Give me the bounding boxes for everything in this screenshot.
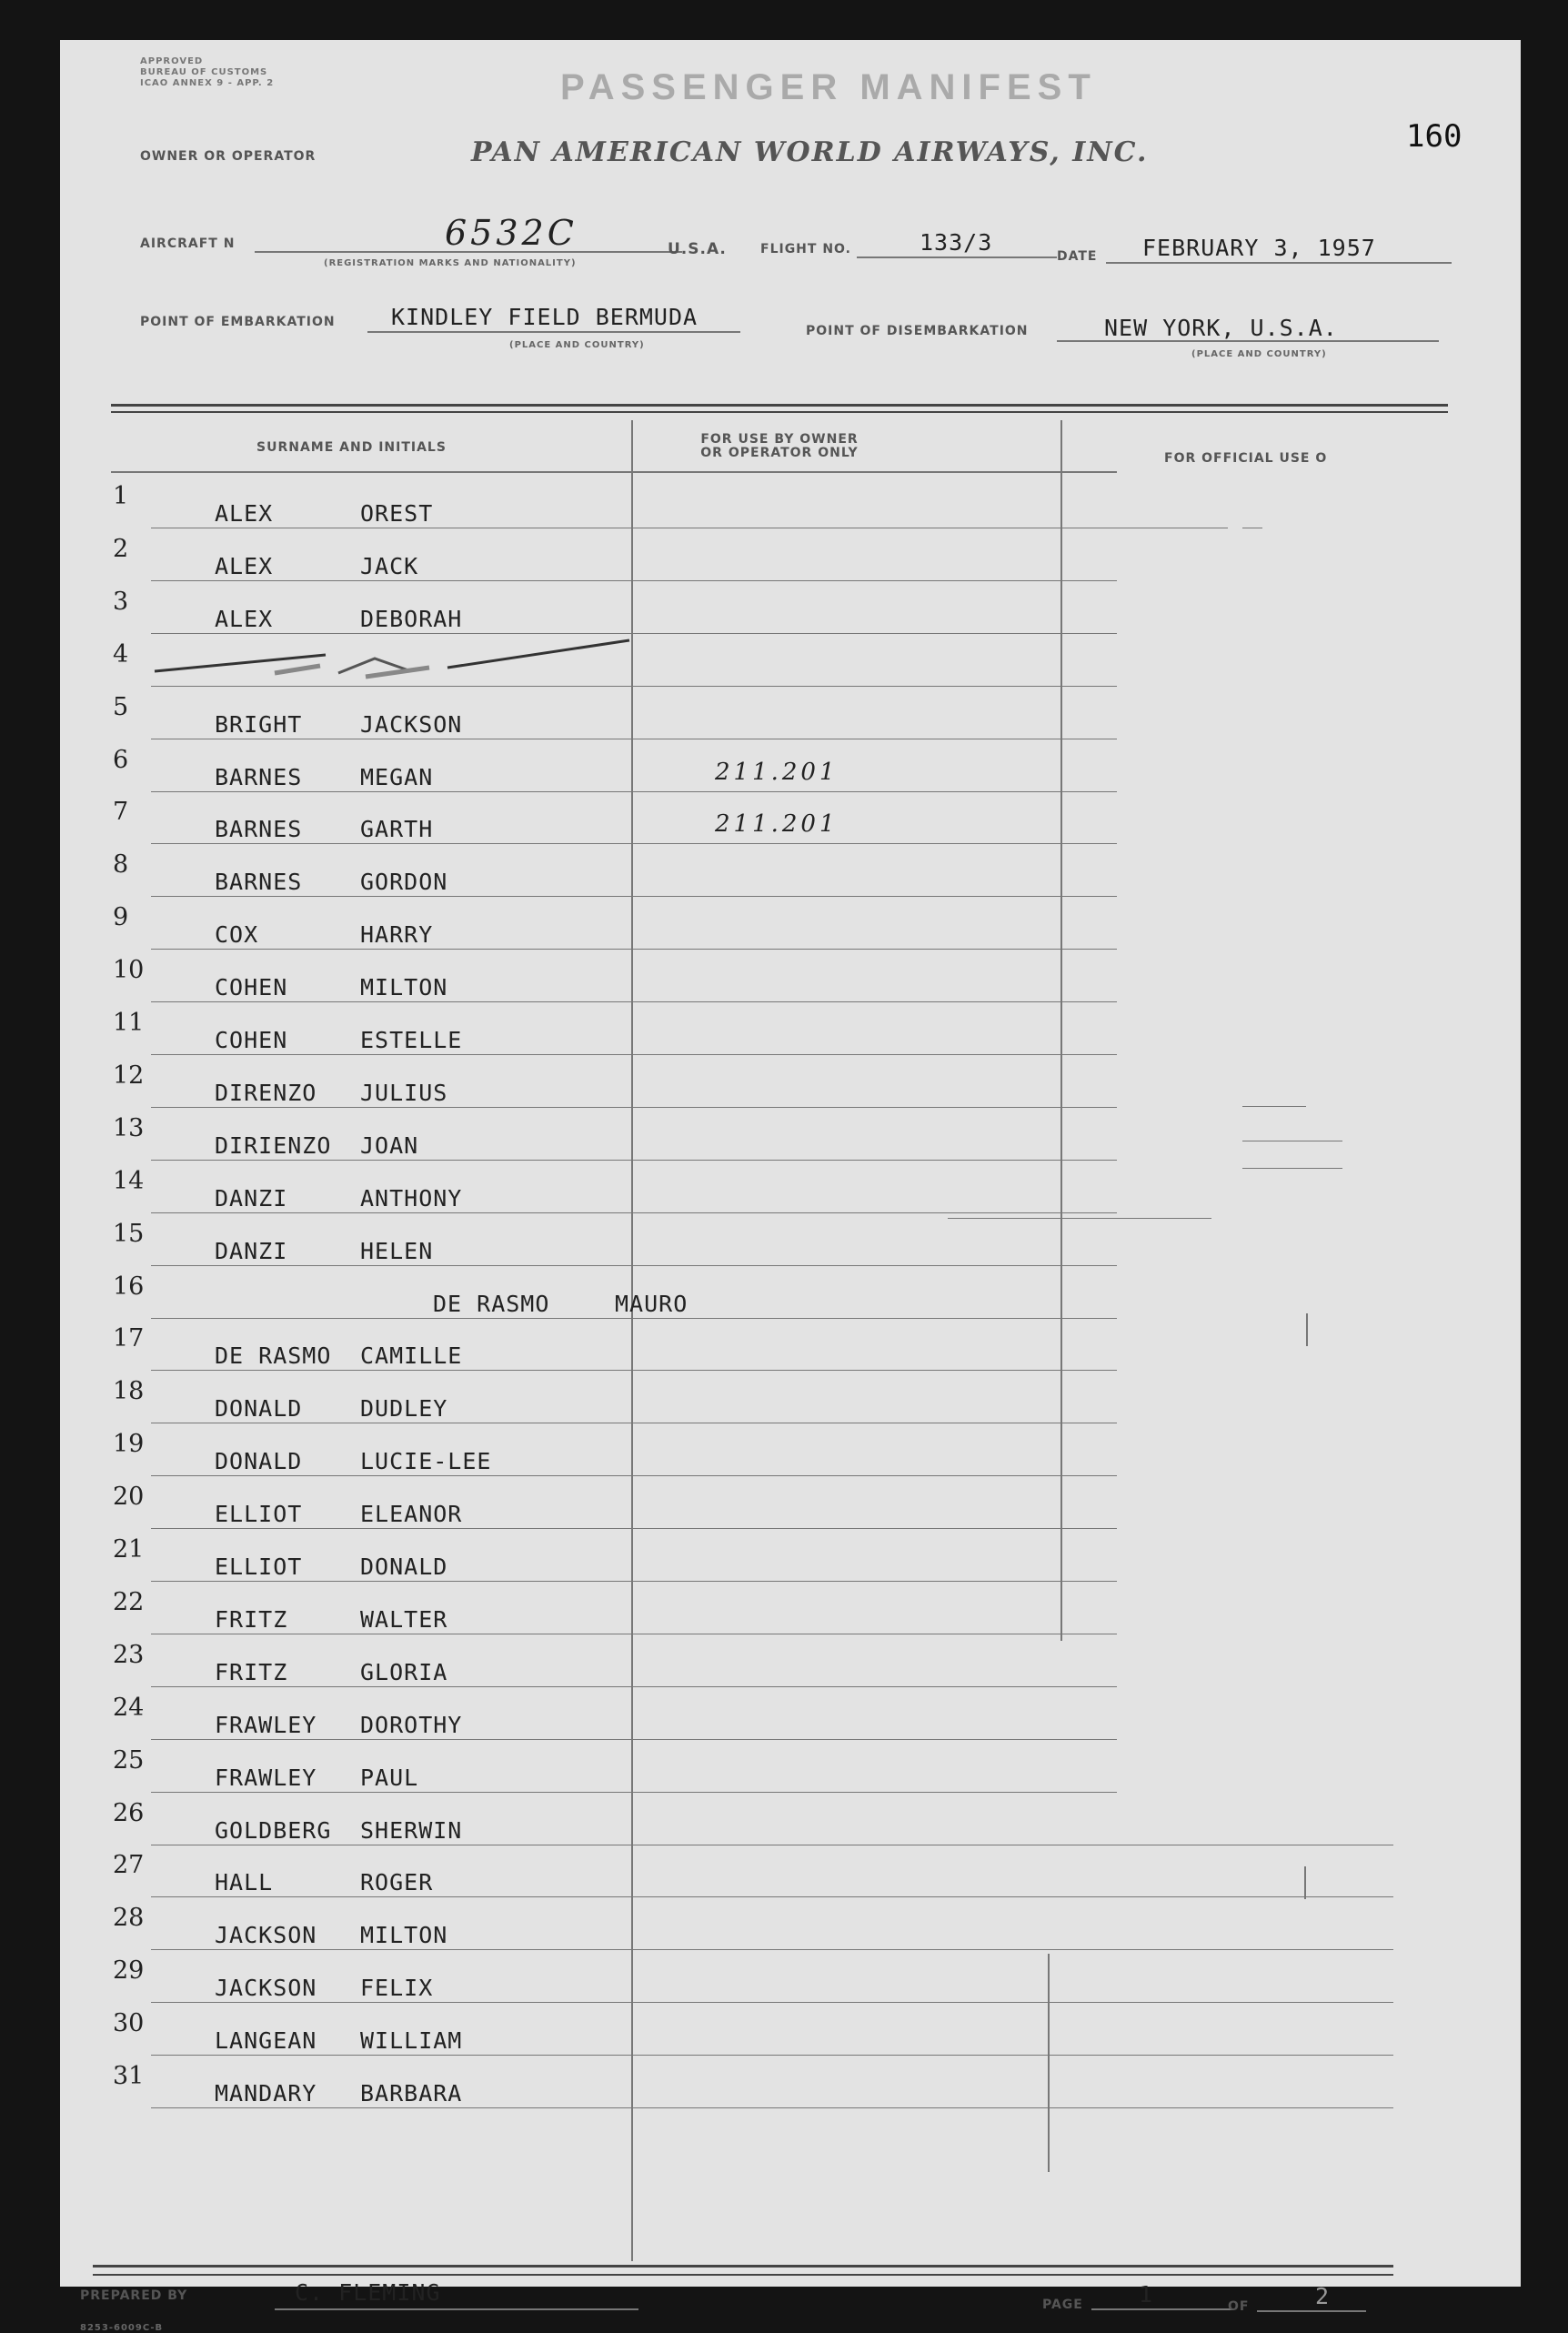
passenger-surname: COHEN: [215, 974, 288, 1001]
row-number: 6: [113, 746, 129, 774]
row-number: 14: [113, 1167, 145, 1195]
passenger-given-name: ANTHONY: [360, 1185, 463, 1212]
row-rule: [151, 791, 1117, 792]
row-rule: [151, 1001, 1117, 1002]
row-number: 11: [113, 1009, 145, 1037]
passenger-given-name: DONALD: [360, 1554, 448, 1580]
embarkation-point: KINDLEY FIELD BERMUDA: [391, 304, 699, 330]
passenger-surname: DANZI: [215, 1185, 288, 1212]
row-number: 18: [113, 1377, 145, 1405]
registration-caption: (REGISTRATION MARKS AND NATIONALITY): [324, 258, 577, 268]
row-number: 23: [113, 1641, 145, 1669]
passenger-given-name: JULIUS: [360, 1080, 448, 1106]
passenger-given-name: MILTON: [360, 1922, 448, 1948]
page-current: 1: [1139, 2281, 1154, 2308]
row-number: 26: [113, 1799, 145, 1827]
passenger-surname: ALEX: [215, 606, 274, 632]
header-owner-line: OR OPERATOR ONLY: [700, 446, 859, 460]
prepared-label: PREPARED BY: [80, 2288, 188, 2303]
row-number: 20: [113, 1483, 145, 1511]
row-number: 25: [113, 1746, 145, 1775]
passenger-given-name: MILTON: [360, 974, 448, 1001]
passenger-surname: DE RASMO: [433, 1291, 550, 1317]
page-of-label: OF: [1228, 2299, 1250, 2314]
row-rule: [151, 1370, 1117, 1371]
aircraft-number: 6532C: [445, 213, 578, 253]
row-rule: [151, 1318, 1117, 1319]
passenger-surname: DONALD: [215, 1395, 303, 1422]
operator-note: 211.201: [715, 759, 839, 786]
flight-date: FEBRUARY 3, 1957: [1142, 235, 1376, 261]
row-number: 15: [113, 1220, 145, 1248]
row-number: 3: [113, 588, 129, 616]
row-rule: [151, 1054, 1117, 1055]
passenger-surname: DIRIENZO: [215, 1132, 332, 1159]
disembarkation-label: POINT OF DISEMBARKATION: [806, 324, 1029, 338]
passenger-surname: GOLDBERG: [215, 1817, 332, 1844]
passenger-surname: FRITZ: [215, 1606, 288, 1633]
passenger-given-name: MAURO: [615, 1291, 689, 1317]
passenger-given-name: WALTER: [360, 1606, 448, 1633]
row-rule: [151, 1581, 1117, 1582]
row-number: 1: [113, 482, 129, 510]
row-rule: [151, 2002, 1393, 2003]
passenger-surname: ELLIOT: [215, 1501, 303, 1527]
passenger-surname: FRITZ: [215, 1659, 288, 1685]
nationality: U.S.A.: [668, 240, 727, 258]
header-official-use: FOR OFFICIAL USE O: [1164, 451, 1328, 466]
row-number: 21: [113, 1535, 145, 1564]
row-number: 8: [113, 850, 129, 879]
passenger-given-name: ELEANOR: [360, 1501, 463, 1527]
passenger-given-name: JACK: [360, 553, 419, 579]
header-owner-line: FOR USE BY OWNER: [700, 432, 859, 447]
row-rule: [151, 1686, 1117, 1687]
passenger-given-name: WILLIAM: [360, 2027, 463, 2054]
approval-stamp: [140, 56, 274, 89]
row-rule: [151, 686, 1117, 687]
row-number: 4: [113, 640, 129, 669]
row-rule: [151, 2107, 1393, 2108]
approval-line: BUREAU OF CUSTOMS: [140, 67, 268, 77]
row-number: 10: [113, 956, 145, 984]
row-rule: [151, 896, 1117, 897]
date-label: DATE: [1057, 249, 1098, 264]
passenger-given-name: DUDLEY: [360, 1395, 448, 1422]
row-rule: [151, 580, 1117, 581]
row-rule: [151, 1475, 1117, 1476]
passenger-given-name: ROGER: [360, 1869, 434, 1896]
passenger-surname: DANZI: [215, 1238, 288, 1264]
passenger-given-name: OREST: [360, 500, 434, 527]
row-number: 27: [113, 1851, 145, 1879]
strikeout-mark: [147, 622, 657, 686]
passenger-given-name: PAUL: [360, 1765, 419, 1791]
row-number: 19: [113, 1430, 145, 1458]
row-rule: [151, 843, 1117, 844]
passenger-surname: BARNES: [215, 869, 303, 895]
passenger-surname: FRAWLEY: [215, 1765, 317, 1791]
flight-label: FLIGHT NO.: [760, 242, 851, 256]
header-owner-use: [657, 433, 902, 460]
row-number: 9: [113, 903, 129, 931]
passenger-given-name: DOROTHY: [360, 1712, 463, 1738]
prepared-by: C. FLEMING: [295, 2279, 441, 2306]
passenger-given-name: GARTH: [360, 816, 434, 842]
passenger-given-name: MEGAN: [360, 764, 434, 790]
passenger-surname: ALEX: [215, 500, 274, 527]
passenger-given-name: CAMILLE: [360, 1342, 463, 1369]
passenger-surname: ELLIOT: [215, 1554, 303, 1580]
row-number: 16: [113, 1272, 145, 1301]
passenger-surname: HALL: [215, 1869, 274, 1896]
row-number: 29: [113, 1956, 145, 1985]
passenger-given-name: HARRY: [360, 921, 434, 948]
form-title: PASSENGER MANIFEST: [560, 67, 1097, 107]
row-rule: [151, 1949, 1393, 1950]
passenger-given-name: JOAN: [360, 1132, 419, 1159]
passenger-given-name: GLORIA: [360, 1659, 448, 1685]
row-number: 5: [113, 693, 129, 721]
row-number: 2: [113, 535, 129, 563]
passenger-given-name: DEBORAH: [360, 606, 463, 632]
disembarkation-point: NEW YORK, U.S.A.: [1104, 315, 1338, 341]
passenger-given-name: SHERWIN: [360, 1817, 463, 1844]
passenger-surname: BARNES: [215, 816, 303, 842]
disembarkation-caption: (PLACE AND COUNTRY): [1191, 349, 1327, 359]
row-rule: [151, 1212, 1117, 1213]
passenger-given-name: JACKSON: [360, 711, 463, 738]
operator-name: PAN AMERICAN WORLD AIRWAYS, INC.: [471, 136, 1149, 168]
row-rule: [151, 1792, 1117, 1793]
row-rule: [151, 1528, 1117, 1529]
passenger-surname: JACKSON: [215, 1922, 317, 1948]
row-number: 31: [113, 2062, 145, 2090]
row-number: 30: [113, 2009, 145, 2037]
passenger-surname: COX: [215, 921, 259, 948]
aircraft-label: AIRCRAFT N: [140, 236, 236, 251]
passenger-given-name: FELIX: [360, 1975, 434, 2001]
passenger-surname: MANDARY: [215, 2080, 317, 2107]
row-rule: [151, 2055, 1393, 2056]
owner-label: OWNER OR OPERATOR: [140, 149, 317, 164]
approval-line: ICAO ANNEX 9 - APP. 2: [140, 78, 275, 88]
page-total: 2: [1315, 2283, 1331, 2309]
embarkation-label: POINT OF EMBARKATION: [140, 315, 336, 329]
row-rule: [151, 1107, 1117, 1108]
passenger-given-name: GORDON: [360, 869, 448, 895]
passenger-surname: ALEX: [215, 553, 274, 579]
passenger-surname: BRIGHT: [215, 711, 303, 738]
row-rule: [151, 949, 1117, 950]
row-rule: [151, 1265, 1117, 1266]
passenger-surname: FRAWLEY: [215, 1712, 317, 1738]
passenger-surname: BARNES: [215, 764, 303, 790]
row-rule: [151, 1896, 1393, 1897]
row-number: 17: [113, 1324, 145, 1353]
operator-note: 211.201: [715, 810, 839, 838]
page-label: PAGE: [1042, 2298, 1083, 2312]
form-code: 8253-6009C-B: [80, 2323, 164, 2333]
passenger-given-name: ESTELLE: [360, 1027, 463, 1053]
flight-number: 133/3: [920, 229, 993, 256]
row-number: 22: [113, 1588, 145, 1616]
embarkation-caption: (PLACE AND COUNTRY): [509, 340, 645, 350]
passenger-surname: COHEN: [215, 1027, 288, 1053]
row-number: 24: [113, 1694, 145, 1722]
row-number: 13: [113, 1114, 145, 1142]
passenger-surname: JACKSON: [215, 1975, 317, 2001]
passenger-given-name: BARBARA: [360, 2080, 463, 2107]
passenger-given-name: HELEN: [360, 1238, 434, 1264]
row-number: 12: [113, 1061, 145, 1090]
row-number: 7: [113, 798, 129, 826]
passenger-given-name: LUCIE-LEE: [360, 1448, 492, 1474]
passenger-surname: DE RASMO: [215, 1342, 332, 1369]
header-surname: SURNAME AND INITIALS: [256, 440, 447, 455]
manifest-sheet: [60, 40, 1521, 2333]
passenger-surname: LANGEAN: [215, 2027, 317, 2054]
approval-line: APPROVED: [140, 56, 204, 66]
row-rule: [151, 1739, 1117, 1740]
row-rule: [151, 1160, 1117, 1161]
row-number: 28: [113, 1904, 145, 1932]
passenger-surname: DONALD: [215, 1448, 303, 1474]
page-number: 160: [1406, 118, 1462, 155]
passenger-surname: DIRENZO: [215, 1080, 317, 1106]
